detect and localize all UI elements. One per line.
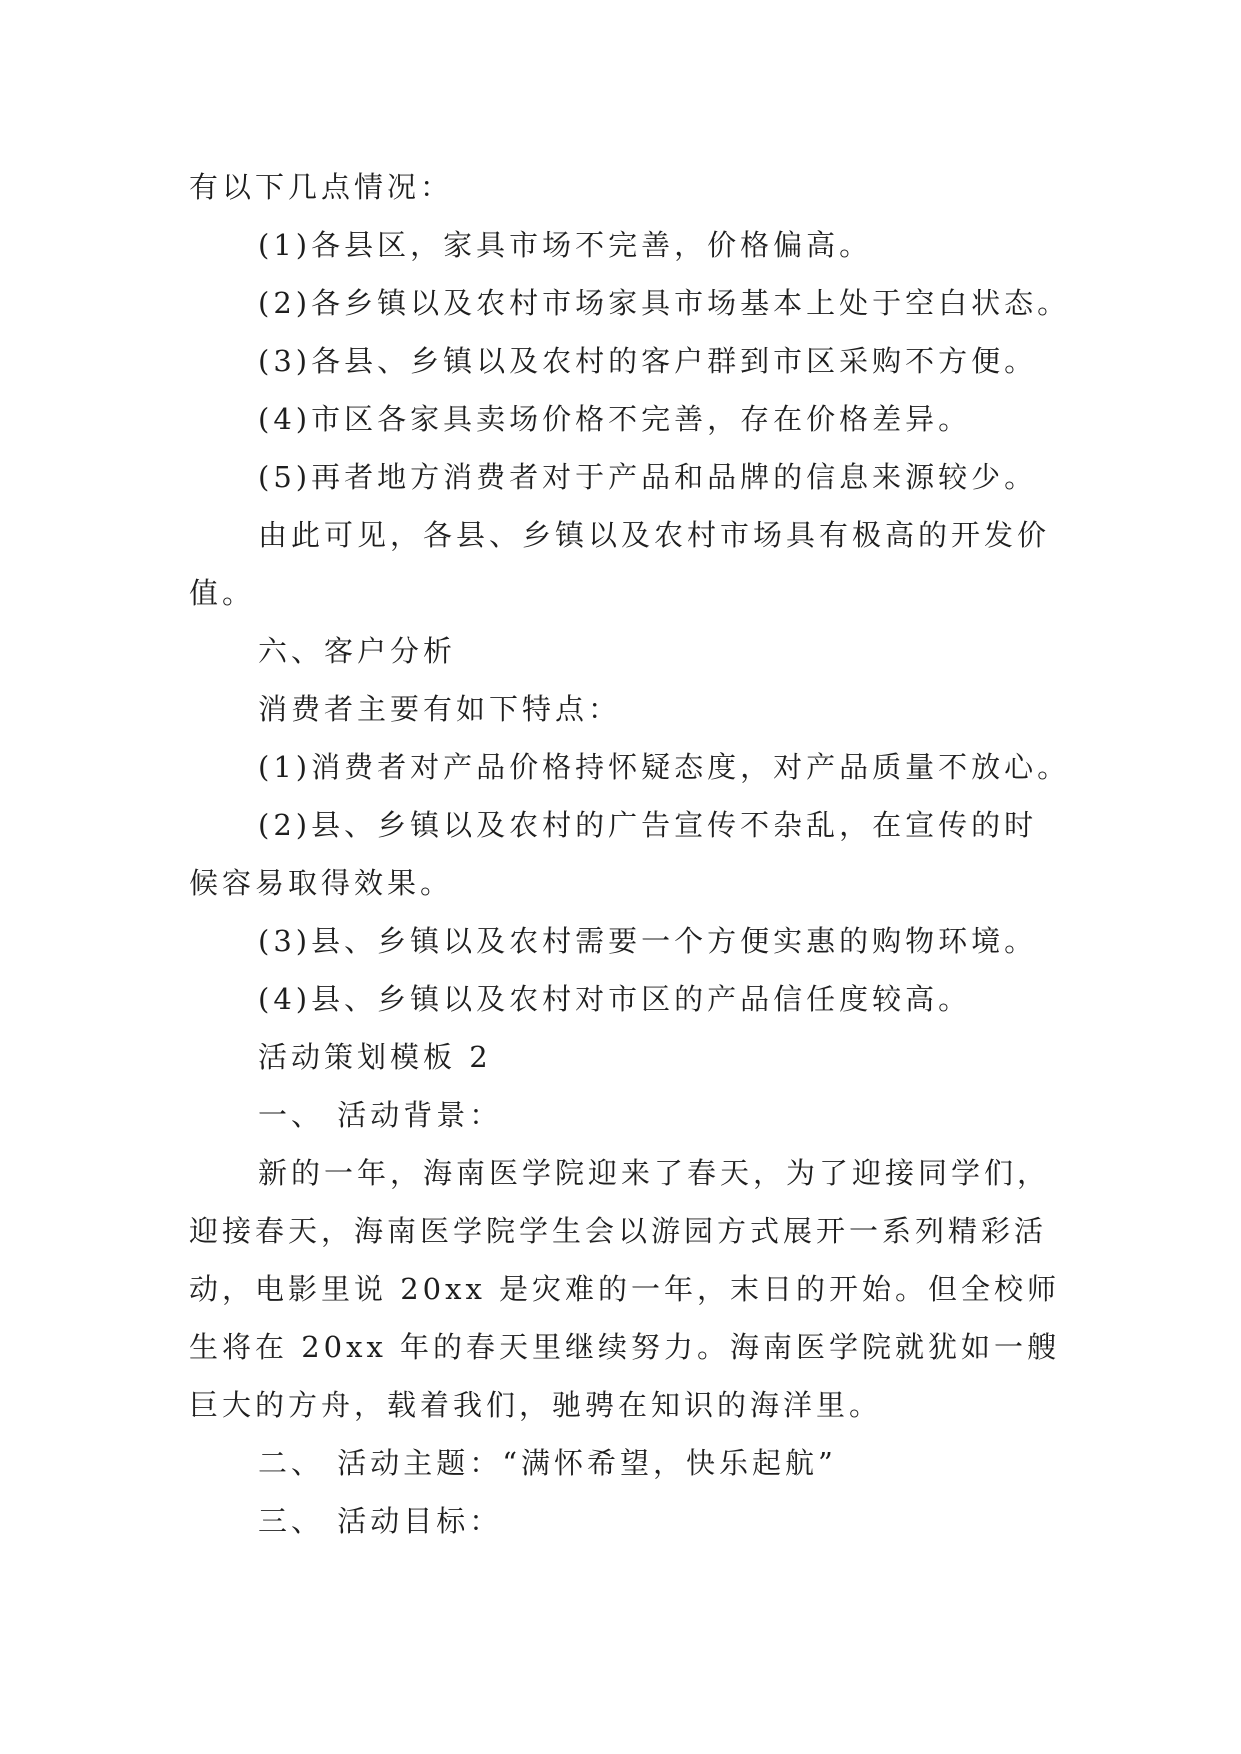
paragraph-line: 由此可见，各县、乡镇以及农村市场具有极高的开发价 bbox=[258, 518, 1051, 552]
section-heading-goals: 三、 活动目标： bbox=[258, 1504, 503, 1538]
paragraph-line: 新的一年，海南医学院迎来了春天，为了迎接同学们， bbox=[258, 1156, 1051, 1190]
list-item: (2)县、乡镇以及农村的广告宣传不杂乱，在宣传的时 bbox=[258, 808, 1038, 842]
paragraph-line: 动，电影里说 20xx 是灾难的一年，末日的开始。但全校师 bbox=[189, 1272, 1061, 1306]
paragraph-line: 值。 bbox=[189, 576, 256, 610]
paragraph-line: 消费者主要有如下特点： bbox=[258, 692, 622, 726]
paragraph-line: 有以下几点情况： bbox=[189, 170, 454, 204]
list-item: (2)各乡镇以及农村市场家具市场基本上处于空白状态。 bbox=[258, 286, 1071, 320]
paragraph-line: 候容易取得效果。 bbox=[189, 866, 454, 900]
paragraph-line: 迎接春天，海南医学院学生会以游园方式展开一系列精彩活 bbox=[189, 1214, 1048, 1248]
list-item: (5)再者地方消费者对于产品和品牌的信息来源较少。 bbox=[258, 460, 1038, 494]
section-heading-customer-analysis: 六、客户分析 bbox=[258, 634, 457, 668]
paragraph-line: 生将在 20xx 年的春天里继续努力。海南医学院就犹如一艘 bbox=[189, 1330, 1061, 1364]
template-title: 活动策划模板 2 bbox=[258, 1040, 492, 1074]
section-heading-background: 一、 活动背景： bbox=[258, 1098, 503, 1132]
list-item: (3)各县、乡镇以及农村的客户群到市区采购不方便。 bbox=[258, 344, 1038, 378]
list-item: (4)市区各家具卖场价格不完善，存在价格差异。 bbox=[258, 402, 972, 436]
paragraph-line: 巨大的方舟，载着我们，驰骋在知识的海洋里。 bbox=[189, 1388, 883, 1422]
list-item: (1)消费者对产品价格持怀疑态度，对产品质量不放心。 bbox=[258, 750, 1071, 784]
list-item: (4)县、乡镇以及农村对市区的产品信任度较高。 bbox=[258, 982, 972, 1016]
section-heading-theme: 二、 活动主题：“满怀希望，快乐起航” bbox=[258, 1446, 837, 1480]
list-item: (3)县、乡镇以及农村需要一个方便实惠的购物环境。 bbox=[258, 924, 1038, 958]
list-item: (1)各县区，家具市场不完善，价格偏高。 bbox=[258, 228, 873, 262]
